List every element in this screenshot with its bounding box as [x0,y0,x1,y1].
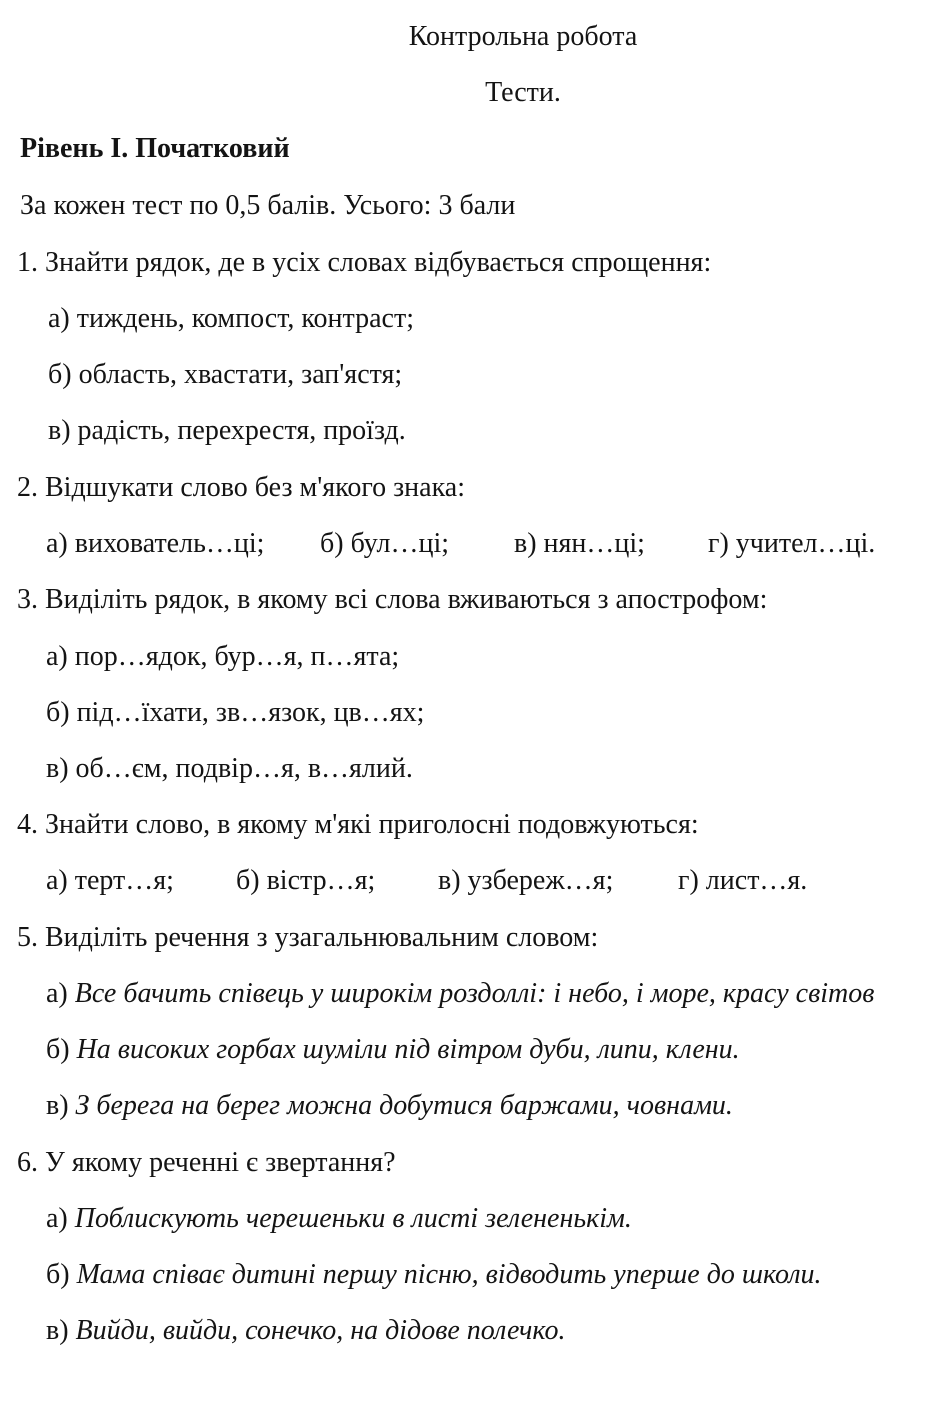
question-5-option-a [46,977,874,1011]
document-subtitle: Тести. [485,77,561,108]
question-5-option-a-letter: а) [46,978,68,1009]
scoring-note: За кожен тест по 0,5 балів. Усього: 3 бали [20,190,516,221]
question-2-option-b: б) бул…ці; [320,528,450,559]
question-6-option-c-sentence: Вийди, вийди, сонечко, на дідове полечко. [75,1315,566,1346]
question-6-option-a [46,1202,632,1236]
question-3-option-c: в) об…єм, подвір…я, в…ялий. [46,753,413,784]
question-6-option-c [46,1314,565,1348]
question-6-option-b [46,1258,822,1292]
question-2-option-c: в) нян…ці; [514,528,645,559]
question-6-option-b-sentence: Мама співає дитині першу пісню, відводить уперше до школи. [76,1259,822,1290]
question-3-text: 3. Виділіть рядок, в якому всі слова вживаються з апострофом: [17,584,768,615]
question-6-option-a-sentence: Поблискують черешеньки в листі зелененькім. [74,1203,632,1234]
level-heading: Рівень І. Початковий [20,133,290,164]
question-5-text: 5. Виділіть речення з узагальнювальним словом: [17,922,599,953]
question-4-option-c: в) узбереж…я; [438,865,614,896]
question-3-option-a: а) пор…ядок, бур…я, п…ята; [46,641,400,672]
question-5-option-c-letter: в) [46,1090,69,1121]
question-6-option-c-letter: в) [46,1315,69,1346]
document-title: Контрольна робота [408,21,638,52]
question-4-option-d: г) лист…я. [678,865,808,896]
question-5-option-c-sentence: З берега на берег можна добутися баржами, човнами. [75,1090,733,1121]
question-2-option-a: а) вихователь…ці; [46,528,265,559]
question-6-option-a-letter: а) [46,1203,68,1234]
question-2-option-d: г) учител…ці. [708,528,876,559]
question-1-option-b: б) область, хвастати, зап'ястя; [48,359,403,390]
question-2-text: 2. Відшукати слово без м'якого знака: [17,472,465,503]
question-5-option-b-letter: б) [46,1034,70,1065]
question-4-option-b: б) вістр…я; [236,865,376,896]
question-1-option-a: а) тиждень, компост, контраст; [48,303,414,334]
question-4-text: 4. Знайти слово, в якому м'які приголосні подовжуються: [17,809,699,840]
question-6-option-b-letter: б) [46,1259,70,1290]
question-1-option-c: в) радість, перехрестя, проїзд. [48,415,406,446]
question-5-option-a-sentence: Все бачить співець у широкім роздоллі: і небо, і море, красу світов [74,978,875,1009]
question-4-option-a: а) терт…я; [46,865,174,896]
question-6-text: 6. У якому реченні є звертання? [17,1147,396,1178]
question-1-text: 1. Знайти рядок, де в усіх словах відбувається спрощення: [17,247,712,278]
question-5-option-b-sentence: На високих горбах шуміли під вітром дуби, липи, клени. [76,1034,740,1065]
question-5-option-b [46,1033,740,1067]
question-3-option-b: б) під…їхати, зв…язок, цв…ях; [46,697,425,728]
question-5-option-c [46,1089,733,1123]
